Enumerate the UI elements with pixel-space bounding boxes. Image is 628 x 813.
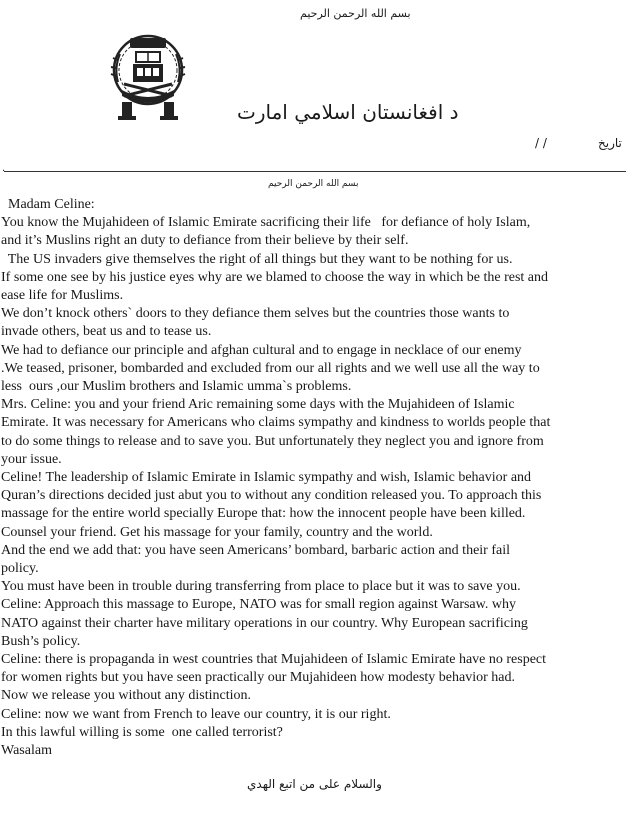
letter-line: If some one see by his justice eyes why are we blamed to choose the way in which be the rest and bbox=[1, 269, 548, 285]
letter-line: NATO against their charter have military operations in our country. Why European sacrificing bbox=[1, 615, 528, 631]
letter-line: Bush’s policy. bbox=[1, 633, 81, 649]
letter-body bbox=[1, 196, 626, 760]
header-divider bbox=[4, 171, 626, 172]
letter-line: invade others, beat us and to tease us. bbox=[1, 324, 212, 340]
letter-line: ease life for Muslims. bbox=[1, 288, 124, 304]
letter-line: We don’t knock others` doors to they defiance them selves but the countries those wants to bbox=[1, 306, 510, 322]
letter-line: Quran’s directions decided just abut you to without any condition released you. To approach this bbox=[1, 488, 542, 504]
letter-line: Counsel your friend. Get his massage for your family, country and the world. bbox=[1, 524, 433, 540]
letter-line: Celine! The leadership of Islamic Emirate in Islamic sympathy and wish, Islamic behavior and bbox=[1, 470, 532, 486]
letter-line: In this lawful willing is some one called terrorist? bbox=[1, 724, 283, 740]
letter-line: Mrs. Celine: you and your friend Aric remaining some days with the Mujahideen of Islamic bbox=[1, 397, 515, 413]
letter-line: You know the Mujahideen of Islamic Emirate sacrificing their life for defiance of holy Islam, bbox=[1, 215, 531, 231]
letter-line: You must have been in trouble during transferring from place to place but it was to save you. bbox=[1, 579, 521, 595]
emirate-emblem bbox=[108, 28, 188, 122]
closing-salutation: والسلام على من اتبع الهدي bbox=[247, 777, 382, 791]
letter-line: for women rights but you have seen practically our Mujahideen how modesty behavior had. bbox=[1, 670, 515, 686]
letter-line: Emirate. It was necessary for Americans who claims sympathy and kindness to worlds people that bbox=[1, 415, 551, 431]
bismillah-subheader: بسم الله الرحمن الرحيم bbox=[268, 179, 359, 189]
date-label: تاريخ bbox=[598, 136, 622, 150]
letter-line: your issue. bbox=[1, 451, 62, 467]
letter-line: Celine: Approach this massage to Europe, NATO was for small region against Warsaw. why bbox=[1, 597, 516, 613]
letter-line: Madam Celine: bbox=[1, 197, 95, 212]
letter-line: and it’s Muslins right an duty to defiance from their believe by their self. bbox=[1, 233, 409, 249]
emirate-title: د افغانستان اسلامي امارت bbox=[237, 100, 459, 124]
letter-line: less ours ,our Muslim brothers and Islamic umma`s problems. bbox=[1, 379, 352, 395]
letter-line: .We teased, prisoner, bombarded and excluded from our all rights and we well use all the way to bbox=[1, 360, 540, 376]
letter-line: to do some things to release and to save you. But unfortunately they neglect you and ignore from bbox=[1, 433, 544, 449]
letter-line: massage for the entire world specially Europe that: how the innocent people have been killed. bbox=[1, 506, 526, 522]
letter-line: Celine: now we want from French to leave our country, it is our right. bbox=[1, 706, 391, 722]
rule-dot: . bbox=[2, 163, 6, 174]
letter-line: Celine: there is propaganda in west countries that Mujahideen of Islamic Emirate have no respect bbox=[1, 652, 547, 668]
date-slashes: / / bbox=[535, 136, 547, 150]
letter-line: We had to defiance our principle and afghan cultural and to engage in necklace of our enemy bbox=[1, 342, 522, 358]
letter-line: policy. bbox=[1, 561, 39, 577]
letter-line: The US invaders give themselves the right of all things but they want to be nothing for us. bbox=[1, 251, 513, 267]
letter-line: Wasalam bbox=[1, 743, 52, 759]
letter-line: Now we release you without any distinction. bbox=[1, 688, 252, 704]
bismillah-header: بسم الله الرحمن الرحيم bbox=[300, 7, 411, 20]
letter-line: And the end we add that: you have seen Americans’ bombard, barbaric action and their fail bbox=[1, 542, 510, 558]
